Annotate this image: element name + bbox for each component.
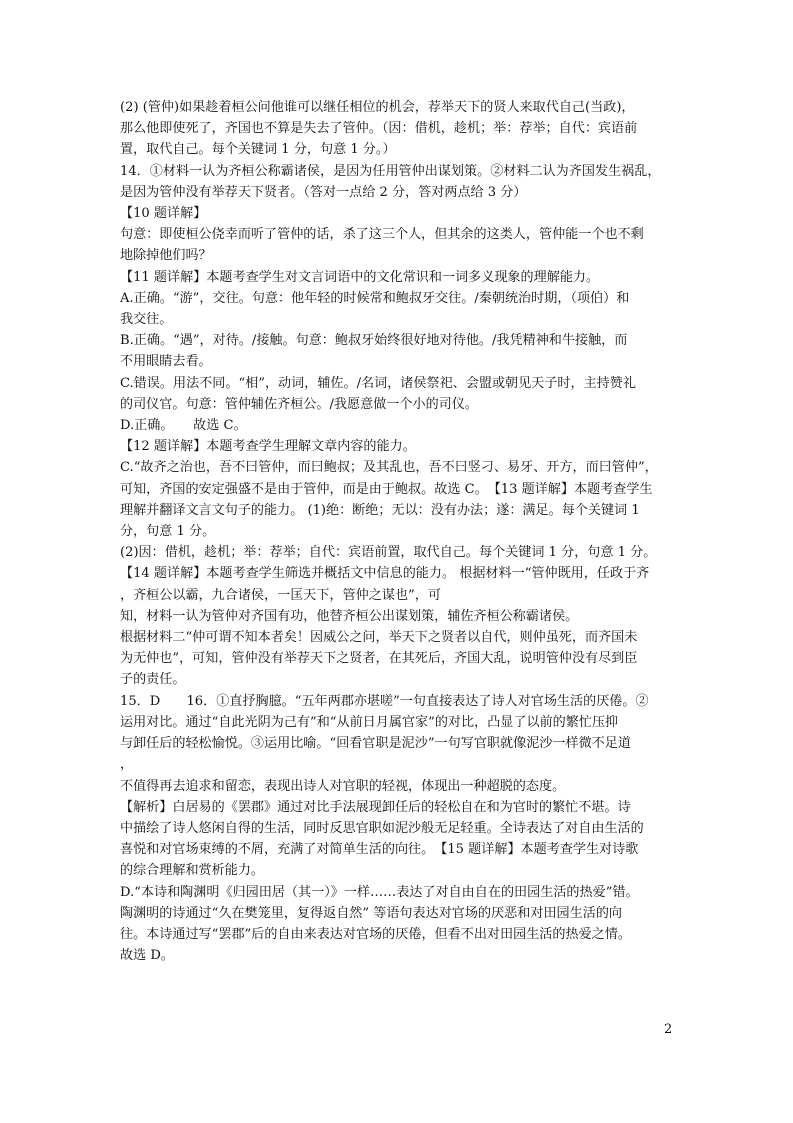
text-line: B.正确。“遇”，对待。/接触。句意：鲍叔牙始终很好地对待他。/我凭精神和牛接触，而 bbox=[120, 333, 628, 349]
text-line: ，齐桓公以霸，九合诸侯，一匡天下，管仲之谋也”，可 bbox=[120, 587, 441, 603]
text-line: 与卸任后的轻松愉悦。③运用比喻。“回看官职是泥沙”一句写官职就像泥沙一样微不足道 bbox=[120, 736, 631, 752]
text-line: (2) (管仲)如果趁着桓公问他谁可以继任相位的机会，荐举天下的贤人来取代自己(当政)， bbox=[120, 100, 635, 115]
text-line: 14．①材料一认为齐桓公称霸诸侯，是因为任用管仲出谋划策。②材料二认为齐国发生祸乱， bbox=[120, 163, 661, 179]
text-line: 理解并翻译文言文句子的能力。 (1)绝：断绝；无以：没有办法；遂：满足。每个关键词 1 bbox=[120, 502, 640, 518]
document-body bbox=[120, 97, 678, 966]
text-line: 的司仪官。句意：管仲辅佐齐桓公。/我愿意做一个小的司仪。 bbox=[120, 396, 478, 412]
text-line: 陶渊明的诗通过“久在樊笼里，复得返自然” 等语句表达对官场的厌恶和对田园生活的向 bbox=[120, 905, 623, 921]
text-line: C.错误。用法不同。“相”，动词，辅佐。/名词，诸侯祭祀、会盟或朝见天子时，主持赞礼 bbox=[120, 375, 636, 391]
text-line: 句意：即使桓公侥幸而听了管仲的话，杀了这三个人，但其余的这类人，管仲能一个也不剩 bbox=[120, 227, 644, 243]
text-line: ， bbox=[120, 757, 134, 773]
text-line: 为无仲也”，可知，管仲没有举荐天下之贤者，在其死后，齐国大乱，说明管仲没有尽到臣 bbox=[120, 651, 638, 667]
text-line: 那么他即使死了，齐国也不算是失去了管仲。（因：借机，趁机；举：荐举；自代：宾语前 bbox=[120, 121, 638, 137]
text-line: 分，句意 1 分。 bbox=[120, 524, 216, 540]
text-line: 我交往。 bbox=[120, 312, 173, 328]
text-line: (2)因：借机，趁机；举：荐举；自代：宾语前置，取代自己。每个关键词 1 分，句意 1 分。 bbox=[120, 545, 657, 561]
text-line: 【11 题详解】本题考查学生对文言词语中的文化常识和一词多义现象的理解能力。 bbox=[120, 269, 600, 285]
text-line: 可知，齐国的安定强盛不是由于管仲，而是由于鲍叔。故选 C。 【13 题详解】本题考查学生 bbox=[120, 481, 653, 497]
text-line: 【解析】白居易的《罢郡》通过对比手法展现卸任后的轻松自在和为官时的繁忙不堪。诗 bbox=[120, 799, 631, 815]
text-line: 不值得再去追求和留恋，表现出诗人对官职的轻视，体现出一种超脱的态度。 bbox=[120, 778, 566, 794]
text-line: 往。本诗通过写“罢郡”后的自由来表达对官场的厌倦，但看不出对田园生活的热爱之情。 bbox=[120, 926, 631, 942]
text-line: 是因为管仲没有举荐天下贤者。（答对一点给 2 分，答对两点给 3 分） bbox=[120, 184, 527, 200]
text-line: 【12 题详解】本题考查学生理解文章内容的能力。 bbox=[120, 439, 416, 455]
text-line: 置，取代自己。每个关键词 1 分，句意 1 分。） bbox=[120, 142, 396, 158]
text-line: 地除掉他们吗？ bbox=[120, 248, 212, 264]
text-line: A.正确。“游”，交往。句意：他年轻的时候常和鲍叔牙交往。/秦朝统治时期，（项伯）和 bbox=[120, 290, 630, 306]
text-line: D.“本诗和陶渊明《归园田居（其一）》一样……表达了对自由自在的田园生活的热爱”错。 bbox=[120, 884, 639, 900]
text-line: 中描绘了诗人悠闲自得的生活，同时反思官职如泥沙般无足轻重。全诗表达了对自由生活的 bbox=[120, 820, 644, 836]
text-line: 根据材料二“仲可谓不知本者矣！因威公之问，举天下之贤者以自代，则仲虽死，而齐国未 bbox=[120, 630, 638, 646]
text-line: 不用眼睛去看。 bbox=[120, 354, 212, 370]
text-line: 知，材料一认为管仲对齐国有功，他替齐桓公出谋划策，辅佐齐桓公称霸诸侯。 bbox=[120, 608, 579, 624]
page-number: 2 bbox=[664, 1022, 673, 1037]
text-line: 【10 题详解】 bbox=[120, 206, 207, 222]
text-line: 【14 题详解】本题考查学生筛选并概括文中信息的能力。 根据材料一“管仲既用，任政于齐 bbox=[120, 566, 650, 582]
text-line: D.正确。 故选 C。 bbox=[120, 418, 247, 434]
text-line: 故选 D。 bbox=[120, 948, 174, 964]
text-line: 喜悦和对官场束缚的不屑，充满了对简单生活的向往。 【15 题详解】本题考查学生对诗歌 bbox=[120, 842, 639, 858]
text-line: C.“故齐之治也，吾不曰管仲，而曰鲍叔；及其乱也，吾不曰竖刁、易牙、开方，而曰管仲”， bbox=[120, 460, 658, 476]
text-line: 15．D 16．①直抒胸臆。“五年两郡亦堪嗟”一句直接表达了诗人对官场生活的厌倦。② bbox=[120, 693, 649, 709]
text-line: 的综合理解和赏析能力。 bbox=[120, 863, 265, 879]
text-line: 子的责任。 bbox=[120, 672, 186, 688]
text-line: 运用对比。通过“自此光阴为己有”和“从前日月属官家”的对比，凸显了以前的繁忙压抑 bbox=[120, 714, 619, 730]
